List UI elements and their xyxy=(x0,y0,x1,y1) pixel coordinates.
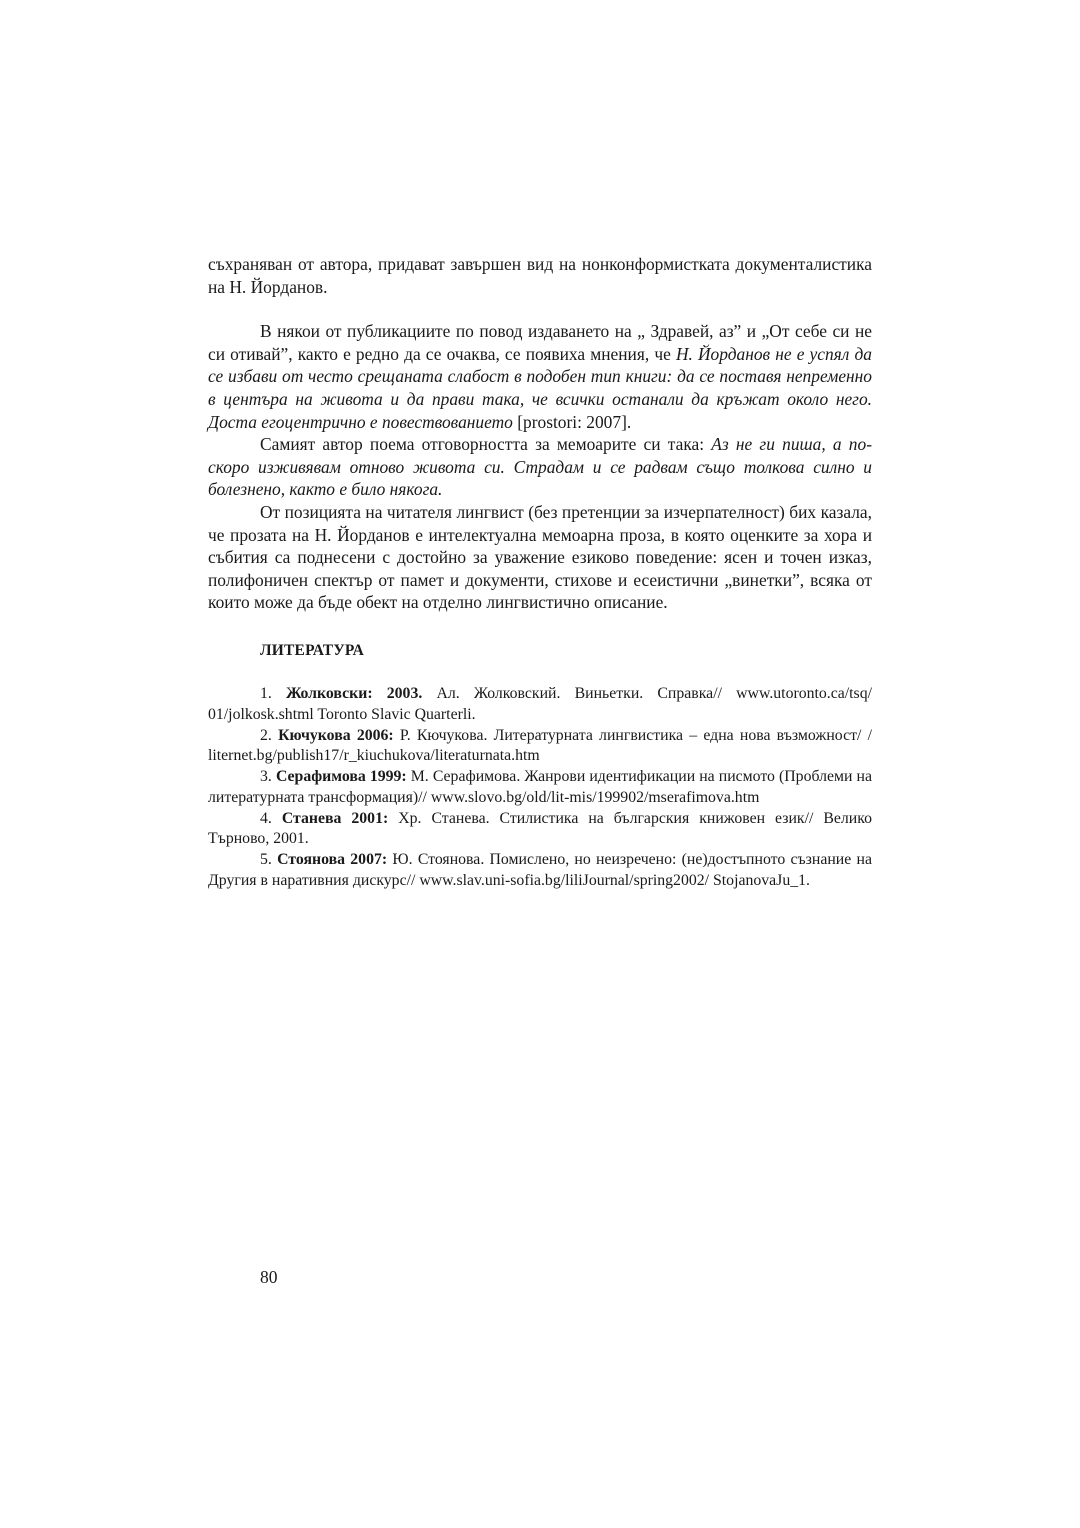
reference-item xyxy=(208,684,872,726)
section-heading-literature: ЛИТЕРАТУРА xyxy=(260,641,364,659)
paragraph-author-intro: Самият автор поема отговорността за мемоарите си така: xyxy=(260,434,712,455)
reference-key: Серафимова 1999: xyxy=(275,768,407,786)
page-number: 80 xyxy=(260,1267,278,1287)
reference-text: Ал. Жолковский. Виньетки. Справка// www.utoronto.ca/tsq/ 01/jolkosk.shtml Toronto Slavic Quarterli. xyxy=(208,684,872,723)
reference-item xyxy=(208,850,872,892)
paragraph-publications-intro: В някои от публикациите по повод издаването на „ Здравей, аз” и „От себе си не си отивай”, както е редно да се очаква, се появиха мнения, че xyxy=(208,321,872,364)
paragraph-author-responsibility xyxy=(208,433,872,501)
reference-text: М. Серафимова. Жанрови идентификации на писмото (Проблеми на литературната трансформация)// www.slovo.bg/old/lit-mis/199902/mserafimova.htm xyxy=(208,768,873,806)
reference-list xyxy=(208,684,872,892)
paragraph-linguist-view: От позицията на читателя лингвист (без претенции за изчерпателност) бих казала, че прозата на Н. Йорданов е интелектуална мемоарна проза, в която оценките за хора и събития са поднесени с достойно за уважение езиково поведение: ясен и точен изказ, полифоничен спектър от памет и документи, стихове и есеистични „винетки”, всяка от които може да бъде обект на отделно лингвистично описание. xyxy=(208,501,872,613)
reference-number: 5. xyxy=(260,851,272,869)
reference-number: 2. xyxy=(260,726,272,744)
reference-text: Р. Кючукова. Литературната лингвистика – една нова възможност/ / liternet.bg/publish17/r_kiuchukova/literaturnata.htm xyxy=(208,726,872,765)
reference-key: Станева 2001: xyxy=(281,809,389,827)
paragraph-author-quote: Аз не ги пиша, а по-скоро изживявам отново живота си. Страдам и се радвам също толкова силно и болезнено, както е било някога. xyxy=(208,434,872,500)
paragraph-publications-citation: [prostori: 2007]. xyxy=(512,411,632,432)
reference-item xyxy=(208,726,872,768)
reference-key: Кючукова 2006: xyxy=(278,726,394,744)
continuation-paragraph: съхраняван от автора, придават завършен вид на нонконформистката документалистика на Н. Йорданов. xyxy=(208,254,872,297)
reference-number: 1. xyxy=(260,684,272,702)
reference-key: Жолковски: 2003. xyxy=(286,684,423,702)
reference-text: Ю. Стоянова. Помислено, но неизречено: (не)достъпното съзнание на Другия в наративния дискурс// www.slav.uni-sofia.bg/liliJournal/spring2002/ StojanovaJu_1. xyxy=(208,851,872,890)
paragraph-gap xyxy=(208,298,872,320)
reference-item xyxy=(208,767,872,809)
page-content xyxy=(208,253,872,892)
reference-item xyxy=(208,809,872,851)
paragraph-publications-quote: Н. Йорданов не е успял да се избави от често срещаната слабост в подобен тип книги: да се поставя непременно в центъра на живота и да прави така, че всички останали да кръжат около него. Доста егоцентрично е повествованието xyxy=(208,343,872,432)
paragraph-publications xyxy=(208,320,872,433)
reference-number: 4. xyxy=(260,809,272,827)
reference-text: Хр. Станева. Стилистика на българския книжовен език// Велико Търново, 2001. xyxy=(208,809,872,848)
reference-key: Стоянова 2007: xyxy=(277,851,388,869)
reference-number: 3. xyxy=(260,768,272,786)
